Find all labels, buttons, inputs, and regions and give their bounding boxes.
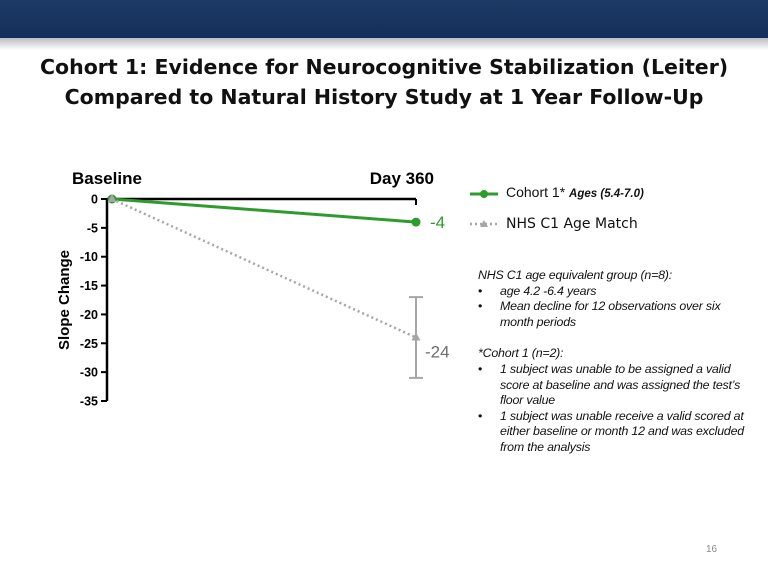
y-tick-label: 0: [91, 192, 98, 207]
legend-swatch-solid: [468, 188, 502, 200]
nhs-item: • age 4.2 -6.4 years: [478, 284, 748, 300]
cohort-item: • 1 subject was unable to be assigned a valid score at baseline and was assigned the test’s floor value: [478, 362, 748, 409]
legend: [468, 184, 708, 244]
nhs-item: • Mean decline for 12 observations over six month periods: [478, 299, 748, 330]
y-tick-label: -30: [79, 365, 98, 380]
y-tick-label: -10: [79, 250, 98, 265]
y-tick-label: -15: [79, 279, 98, 294]
x-label-day360: Day 360: [369, 169, 434, 188]
cohort-heading: *Cohort 1 (n=2):: [478, 346, 564, 361]
y-tick-label: -5: [86, 221, 98, 236]
title-line-1: Cohort 1: Evidence for Neurocognitive Stabilization (Leiter): [40, 55, 729, 79]
y-axis-title: Slope Change: [56, 249, 73, 351]
data-point: [412, 218, 421, 227]
y-axis: [56, 193, 107, 409]
legend-label-nhs: NHS C1 Age Match: [506, 216, 638, 232]
data-label: -4: [430, 213, 446, 233]
cohort-item: • 1 subject was unable receive a valid scored at either baseline or month 12 and was excluded from the analysis: [478, 409, 748, 456]
legend-label-cohort1: [506, 184, 644, 200]
cohort-list: [478, 362, 748, 456]
x-label-baseline: Baseline: [72, 169, 142, 188]
series-line: [112, 199, 416, 222]
legend-item-cohort1: [468, 184, 708, 214]
data-label: -24: [425, 342, 450, 362]
legend-item-nhs: [468, 214, 708, 244]
y-tick-label: -35: [79, 394, 98, 409]
y-tick-label: -20: [79, 307, 98, 322]
nhs-list: [478, 284, 748, 331]
series-layer: [108, 194, 450, 378]
y-tick-label: -25: [79, 336, 98, 351]
page-number: 16: [706, 544, 718, 555]
legend-ages: Ages (5.4-7.0): [569, 188, 644, 200]
footnotes: [478, 268, 748, 456]
title-line-2: Compared to Natural History Study at 1 Year Follow-Up: [64, 85, 704, 109]
legend-series-name: Cohort 1*: [506, 184, 566, 200]
nhs-heading: NHS C1 age equivalent group (n=8):: [478, 268, 672, 282]
legend-swatch-dotted: [468, 218, 502, 230]
